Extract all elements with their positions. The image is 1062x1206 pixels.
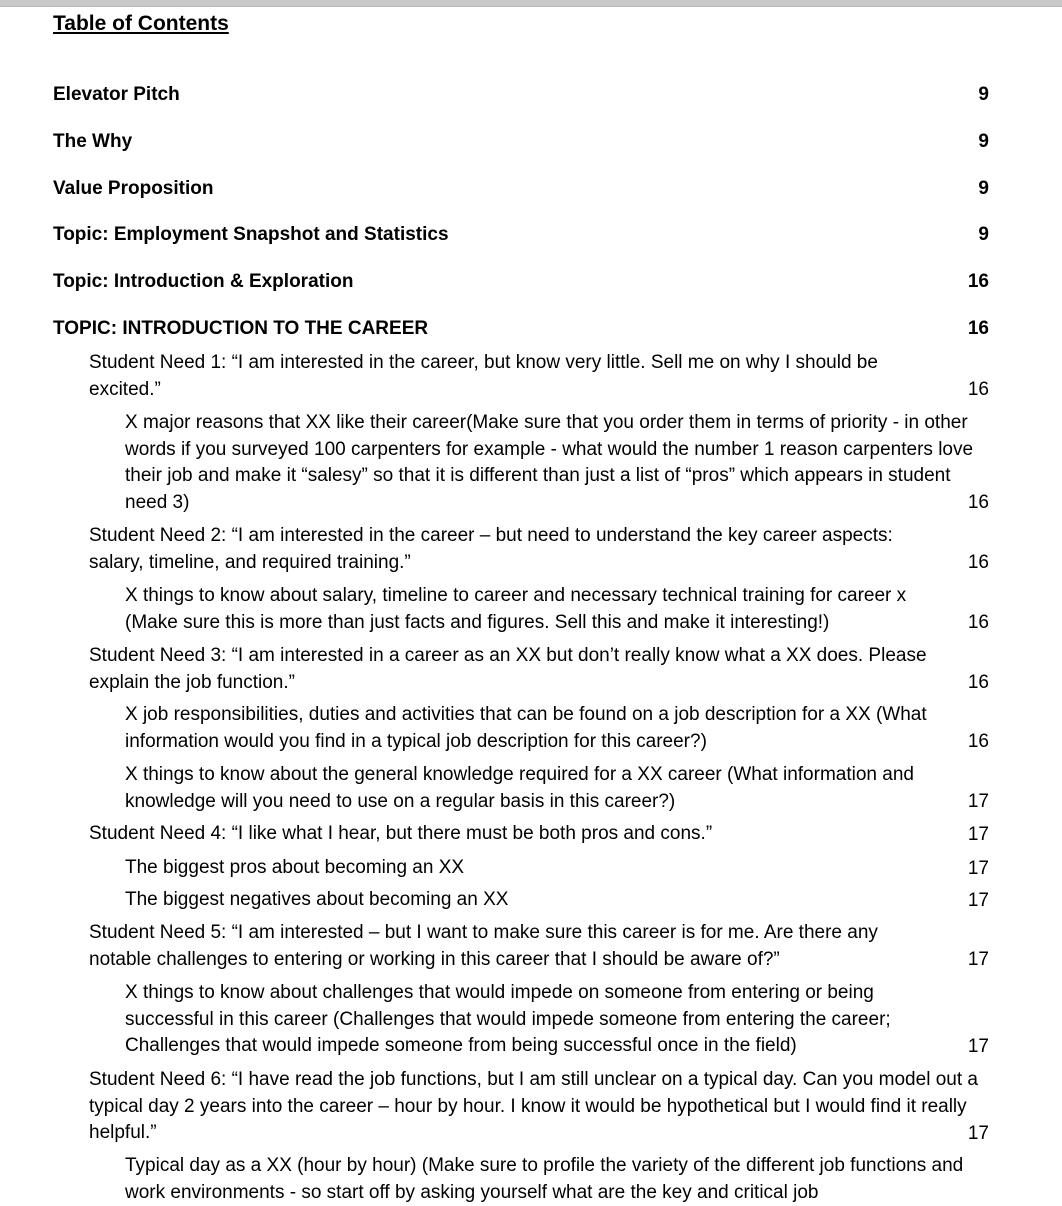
toc-page-number: 17 [967, 1122, 989, 1144]
toc-entry-text: Elevator Pitch [53, 84, 180, 105]
toc-entry[interactable] [125, 980, 989, 1060]
toc-page-number: 16 [967, 318, 989, 339]
toc-entry-text: Student Need 4: “I like what I hear, but there must be both pros and cons.” [89, 823, 713, 844]
toc-entry-text: TOPIC: INTRODUCTION TO THE CAREER [53, 318, 429, 339]
toc-entry[interactable] [89, 821, 989, 848]
toc-page-number: 17 [967, 790, 989, 812]
toc-page-number: 9 [978, 224, 989, 245]
toc-entry[interactable] [53, 222, 989, 249]
toc-entry-text: X job responsibilities, duties and activities that can be found on a job description for a XX (What information would you find in a typical job description for this career?) [125, 704, 927, 752]
toc-entry-text: X things to know about challenges that would impede on someone from entering or being successful in this career (Challenges that would impede someone from entering the career; Challenges that would impede someone from being successful once in the field) [125, 982, 891, 1056]
toc-entry-text: The Why [53, 131, 133, 152]
toc-entry-text: Typical day as a XX (hour by hour) (Make sure to profile the variety of the different job functions and work environments - so start off by asking yourself what are the key and critical job [125, 1155, 964, 1203]
toc-entry[interactable] [125, 410, 989, 516]
toc-entry[interactable] [125, 583, 989, 636]
toc-entry[interactable] [53, 129, 989, 156]
toc-page-number: 16 [967, 491, 989, 513]
toc-entry-text: Student Need 2: “I am interested in the career – but need to understand the key career aspects: salary, timeline, and required training.” [89, 525, 893, 573]
toc-entry[interactable] [53, 316, 989, 343]
toc-entry-text: X things to know about the general knowledge required for a XX career (What information and knowledge will you need to use on a regular basis in this career?) [125, 764, 914, 812]
toc-entry[interactable] [89, 1067, 989, 1147]
toc-page-number: 9 [978, 178, 989, 199]
toc-page-number: 16 [967, 551, 989, 573]
toc-page-number: 16 [967, 611, 989, 633]
toc-page-number: 16 [967, 271, 989, 292]
toc-page-number: 17 [967, 1035, 989, 1057]
toc-page-number: 9 [978, 84, 989, 105]
toc-entry-text: Student Need 5: “I am interested – but I want to make sure this career is for me. Are there any notable challenges to entering or working in this career that I should be aware of?” [89, 922, 878, 970]
toc-entry-text: Topic: Introduction & Exploration [53, 271, 354, 292]
toc-entry-text: Student Need 6: “I have read the job functions, but I am still unclear on a typical day. Can you model out a typical day 2 years into the career – hour by hour. I know it would be hypothetical but I would find it really helpful.” [89, 1069, 978, 1143]
toc-entry[interactable] [53, 269, 989, 296]
toc-page-number: 17 [967, 889, 989, 911]
toc-entry-text: X things to know about salary, timeline to career and necessary technical training for career x (Make sure this is more than just facts and figures. Sell this and make it interesting!) [125, 585, 907, 633]
toc-entry-text: X major reasons that XX like their career(Make sure that you order them in terms of priority - in other words if you surveyed 100 carpenters for example - what would the number 1 reason carpenters love their job and make it “salesy” so that it is different than just a list of “pros” which appears in student need 3) [125, 412, 974, 513]
toc-page-number: 9 [978, 131, 989, 152]
toc-entry-text: Student Need 3: “I am interested in a career as an XX but don’t really know what a XX does. Please explain the job function.” [89, 645, 927, 693]
toc-page-number: 16 [967, 378, 989, 400]
toc-entry[interactable] [125, 1153, 989, 1206]
toc-entry-text: Value Proposition [53, 178, 214, 199]
toc-page-number: 17 [967, 823, 989, 845]
toc-entry[interactable] [89, 643, 989, 696]
toc-entry-text: The biggest pros about becoming an XX [125, 857, 465, 878]
toc-entry-text: Topic: Employment Snapshot and Statistics [53, 224, 449, 245]
toc-title: Table of Contents [53, 12, 229, 35]
toc-entry[interactable] [125, 762, 989, 815]
toc-entry[interactable] [53, 82, 989, 109]
toc-entry-text: The biggest negatives about becoming an XX [125, 889, 509, 910]
toc-page-number: 16 [967, 730, 989, 752]
toc-entry[interactable] [125, 702, 989, 755]
toc-entry-text: Student Need 1: “I am interested in the career, but know very little. Sell me on why I should be excited.” [89, 352, 878, 400]
toc-page-number: 17 [967, 948, 989, 970]
toc-entry[interactable] [125, 887, 989, 914]
toc-entry[interactable] [53, 176, 989, 203]
toc-entry[interactable] [89, 920, 989, 973]
toc-entry[interactable] [125, 855, 989, 882]
toc-entry[interactable] [89, 350, 989, 403]
toc-entry[interactable] [89, 523, 989, 576]
toc-page-number: 17 [967, 857, 989, 879]
toc-page-number: 16 [967, 671, 989, 693]
